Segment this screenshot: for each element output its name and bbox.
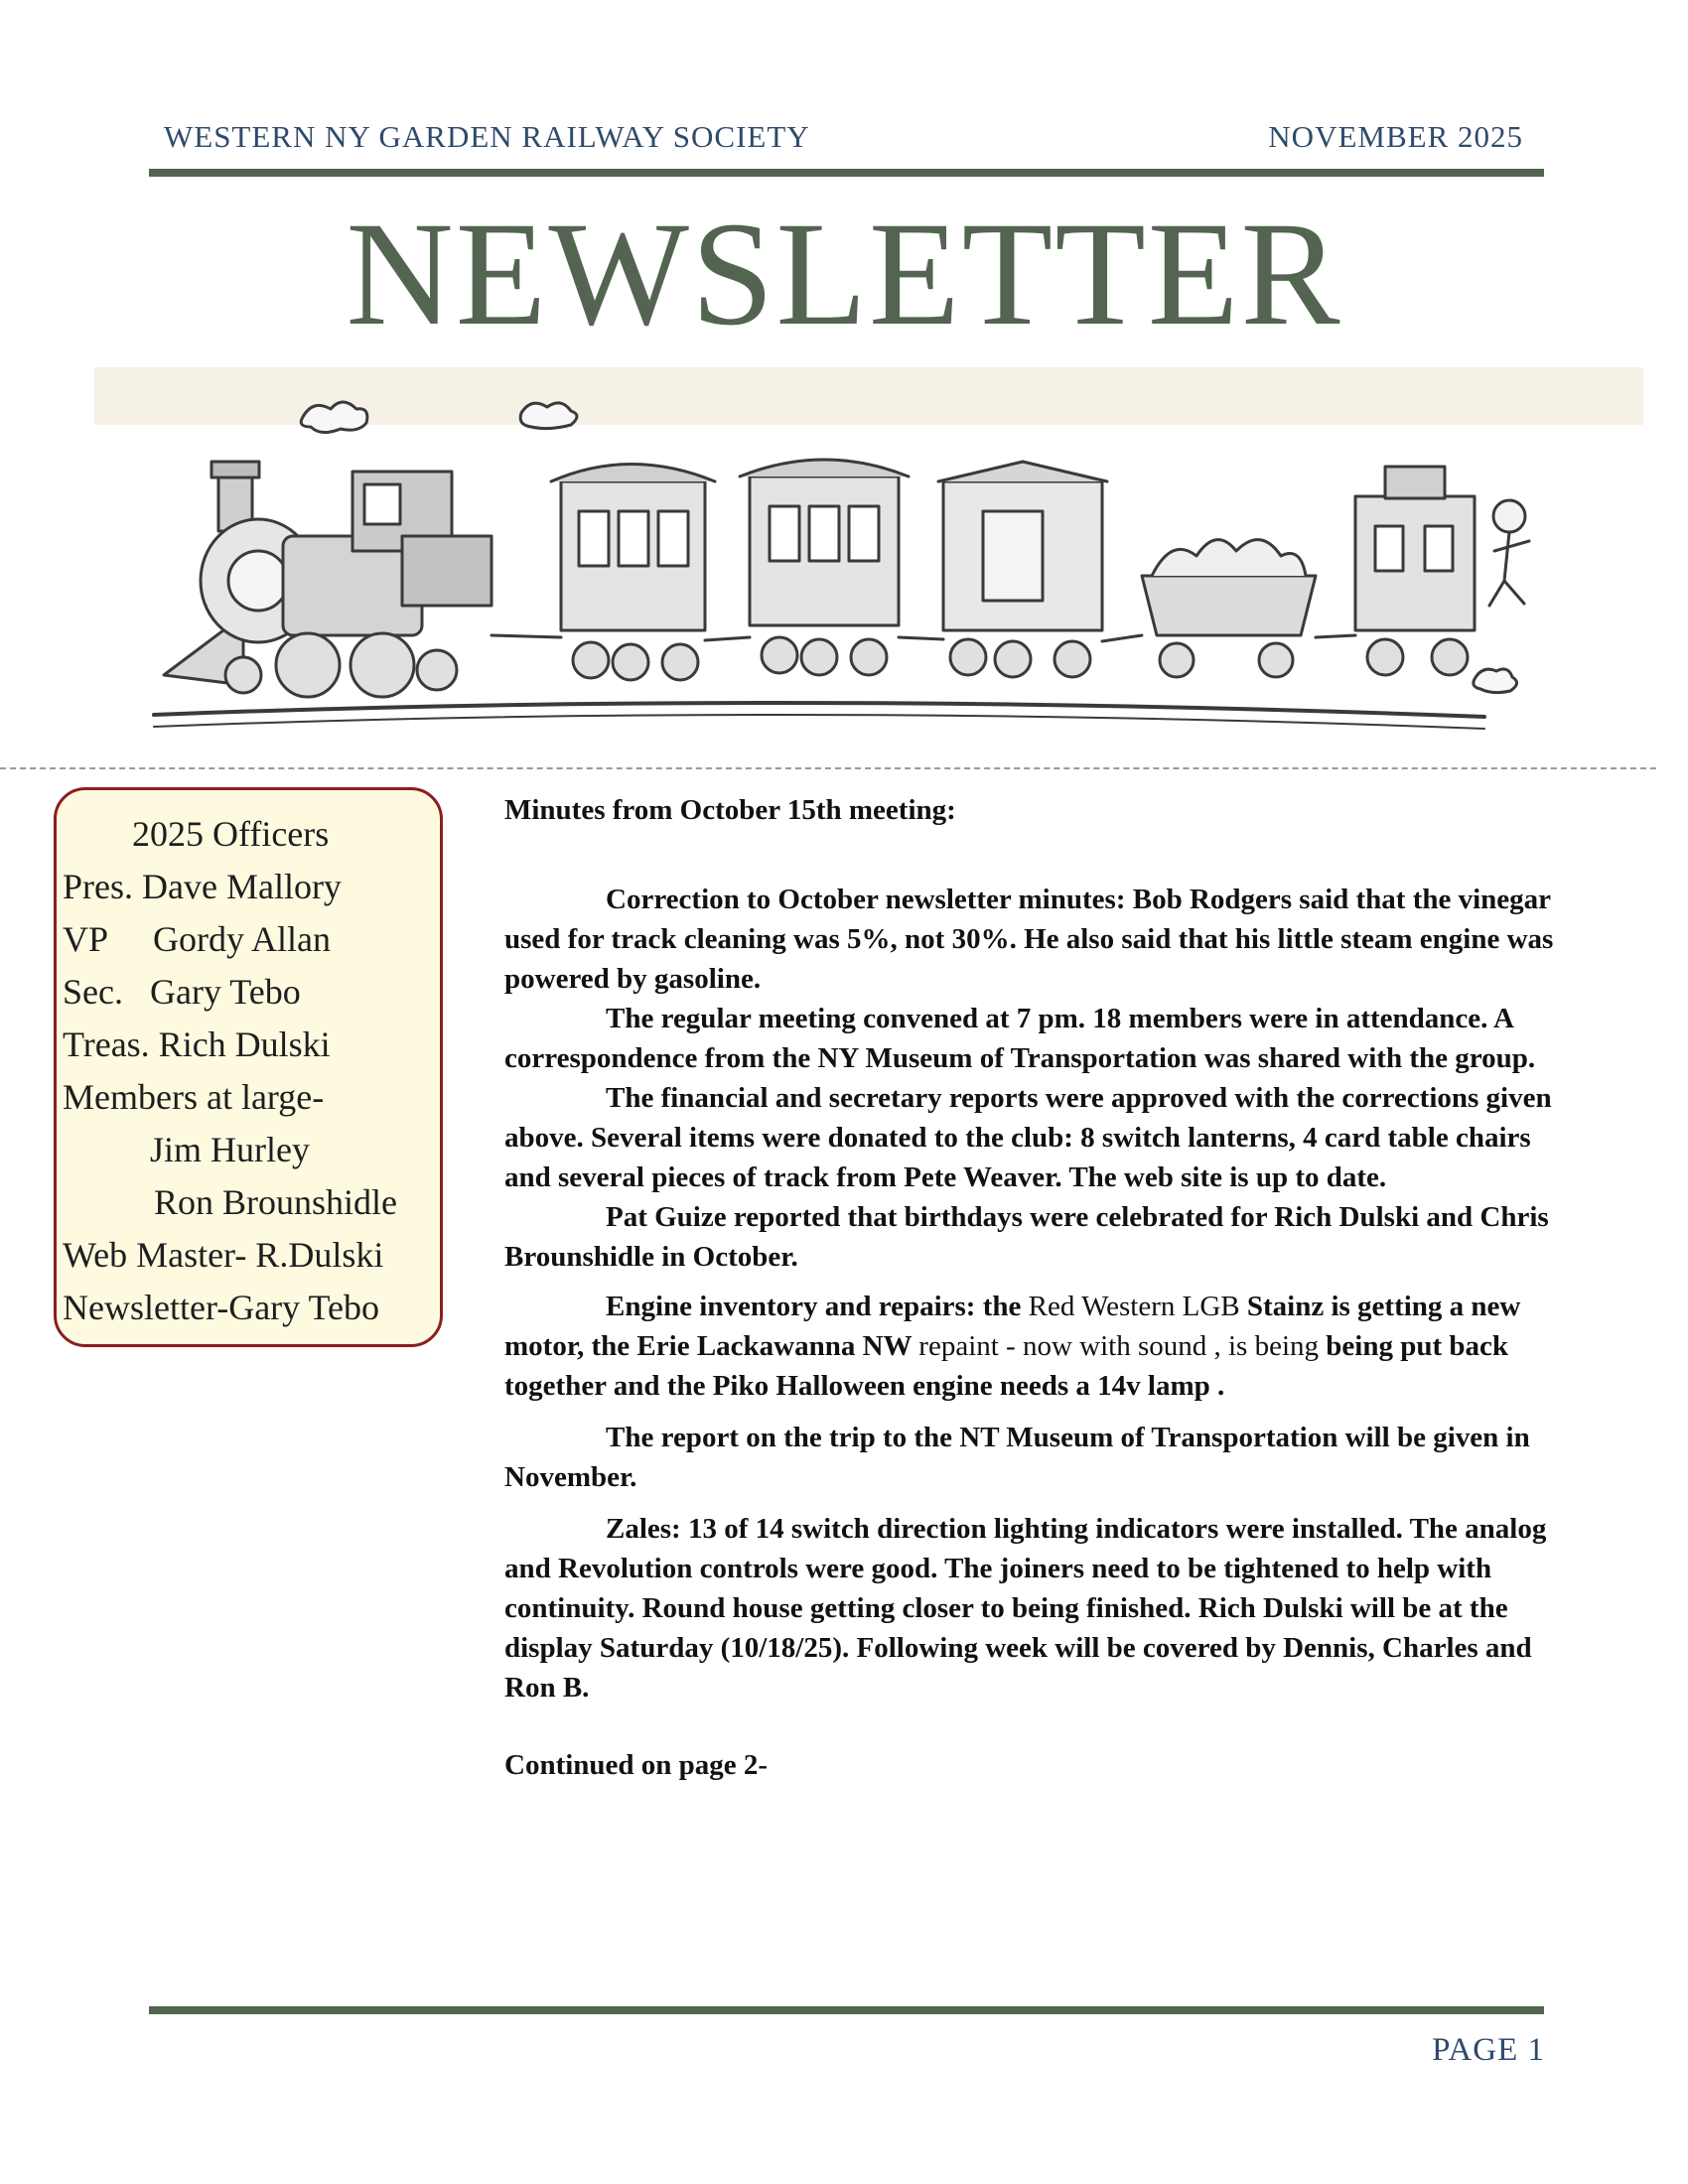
text-run: Stainz is getting a new motor, the Erie Lackawanna NW	[504, 1291, 1521, 1362]
text-run: being put back together and the Piko Halloween engine needs a 14v lamp .	[504, 1330, 1509, 1402]
officer-line: Jim Hurley	[150, 1130, 310, 1169]
minutes-paragraph: Pat Guize reported that birthdays were celebrated for Rich Dulski and Chris Brounshidle in October.	[504, 1201, 1549, 1273]
officer-line: Web Master- R.Dulski	[63, 1235, 384, 1275]
spacer	[504, 1406, 1557, 1418]
spacer	[504, 1497, 1557, 1509]
continued-note: Continued on page 2-	[504, 1749, 769, 1781]
issue-date: NOVEMBER 2025	[1268, 119, 1523, 154]
officer-role: Sec.	[63, 972, 123, 1012]
officer-name: Gary Tebo	[149, 972, 301, 1012]
page-number: PAGE 1	[1432, 2032, 1545, 2068]
meeting-minutes	[504, 790, 1557, 1785]
bottom-rule	[149, 2006, 1544, 2014]
officer-name: Gordy Allan	[153, 919, 332, 959]
officer-line: Newsletter-Gary Tebo	[63, 1288, 379, 1327]
officer-line	[63, 966, 440, 1019]
officer-line: Members at large-	[63, 1077, 325, 1117]
officer-line: Treas. Rich Dulski	[63, 1024, 331, 1064]
text-run: repaint - now with sound , is being	[918, 1330, 1327, 1362]
minutes-heading: Minutes from October 15th meeting:	[504, 794, 956, 826]
minutes-paragraph	[504, 1287, 1557, 1406]
top-rule	[149, 169, 1544, 177]
section-divider	[0, 767, 1656, 769]
officer-role: VP	[63, 919, 109, 959]
train-illustration	[94, 367, 1643, 735]
spacer	[504, 830, 1557, 880]
text-run: Engine inventory and repairs: the	[606, 1291, 1029, 1322]
officer-line: Pres. Dave Mallory	[63, 867, 342, 906]
masthead-title: NEWSLETTER	[346, 192, 1342, 356]
spacer	[504, 1707, 1557, 1745]
officer-line: Ron Brounshidle	[154, 1182, 398, 1222]
minutes-paragraph: The regular meeting convened at 7 pm. 18 members were in attendance. A correspondence from the NY Museum of Transportation was shared with the group.	[504, 1003, 1536, 1074]
minutes-paragraph: Zales: 13 of 14 switch direction lighting indicators were installed. The analog and Revolution controls were good. The joiners need to be tightened to help with continuity. Round house getting closer to being finished. Rich Dulski will be at the display Saturday (10/18/25). Following week will be covered by Dennis, Charles and Ron B.	[504, 1513, 1547, 1704]
society-name: WESTERN NY GARDEN RAILWAY SOCIETY	[164, 119, 810, 154]
text-run: Red Western LGB	[1028, 1291, 1240, 1322]
officers-box	[54, 787, 443, 1347]
minutes-paragraph: Correction to October newsletter minutes: Bob Rodgers said that the vinegar used for track cleaning was 5%, not 30%. He also said that his little steam engine was powered by gasoline.	[504, 884, 1554, 995]
minutes-paragraph: The report on the trip to the NT Museum of Transportation will be given in November.	[504, 1422, 1530, 1493]
minutes-paragraph: The financial and secretary reports were approved with the corrections given above. Several items were donated to the club: 8 switch lanterns, 4 card table chairs and several pieces of track from Pete Weaver. The web site is up to date.	[504, 1082, 1552, 1193]
spacer	[504, 1277, 1557, 1287]
officer-line	[63, 913, 440, 966]
officers-title: 2025 Officers	[132, 814, 330, 854]
